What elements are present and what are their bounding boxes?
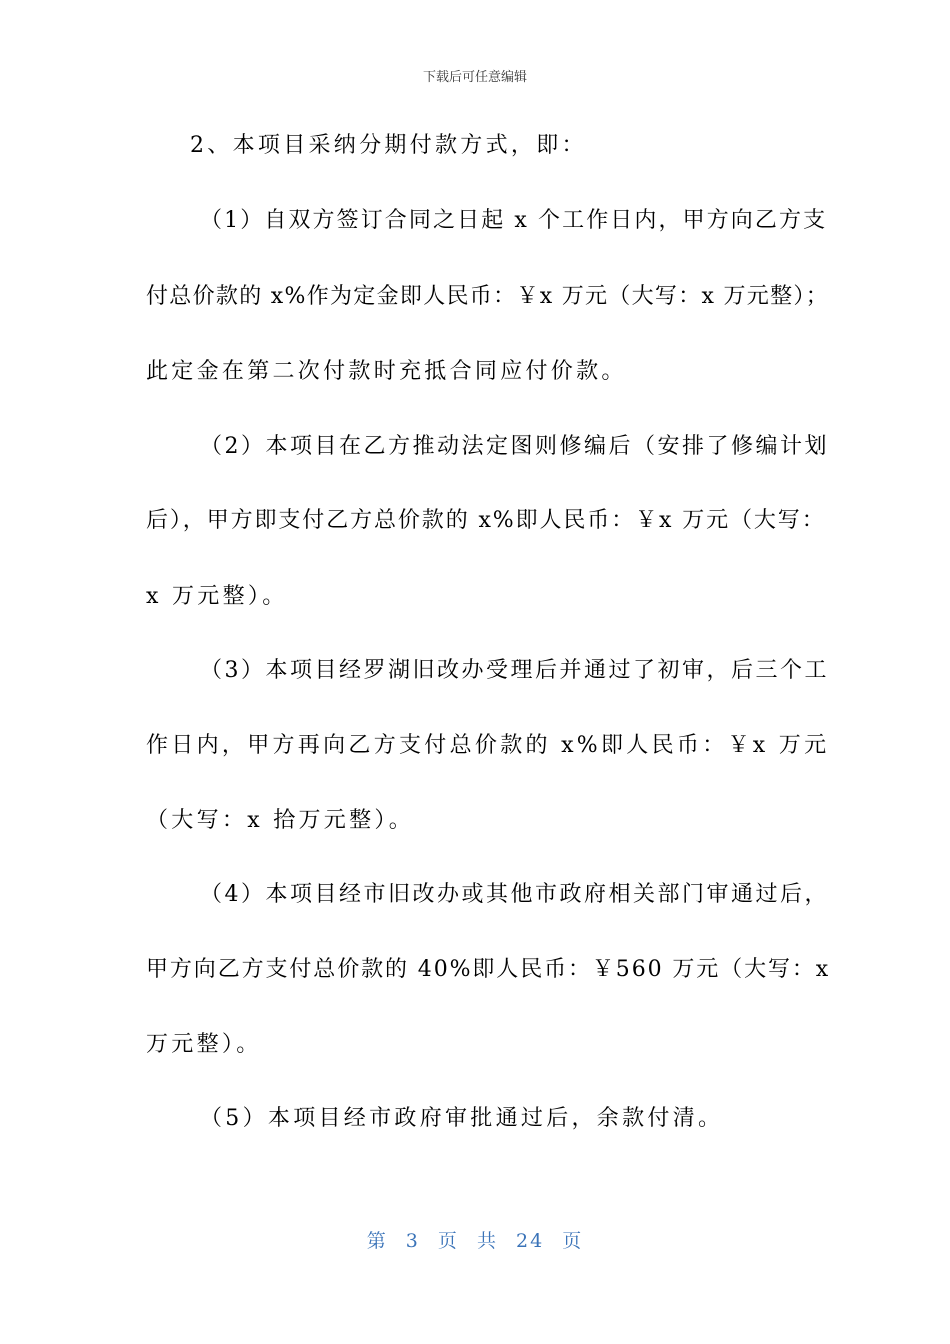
text-line: 此定金在第二次付款时充抵合同应付价款。 bbox=[146, 359, 627, 384]
text-line: x 万元整）。 bbox=[146, 584, 288, 609]
text-line: 后），甲方即支付乙方总价款的 x%即人民币：￥x 万元（大写： bbox=[146, 508, 826, 533]
text-line: （1）自双方签订合同之日起 x 个工作日内，甲方向乙方支 bbox=[200, 208, 828, 233]
text-line: （大写：x 拾万元整）。 bbox=[146, 808, 415, 833]
text-line: （5）本项目经市政府审批通过后，余款付清。 bbox=[200, 1106, 724, 1131]
text-line: （2）本项目在乙方推动法定图则修编后（安排了修编计划 bbox=[200, 434, 829, 459]
text-line: 甲方向乙方支付总价款的 40%即人民币：￥560 万元（大写：x bbox=[146, 957, 831, 982]
page-number-footer: 第 3 页 共 24 页 bbox=[366, 1230, 584, 1252]
text-line: （3）本项目经罗湖旧改办受理后并通过了初审，后三个工 bbox=[200, 658, 829, 683]
text-line: （4）本项目经市旧改办或其他市政府相关部门审通过后， bbox=[200, 882, 829, 907]
text-line: 作日内，甲方再向乙方支付总价款的 x%即人民币：￥x 万元 bbox=[146, 733, 830, 758]
text-line: 万元整）。 bbox=[146, 1032, 262, 1057]
text-line: 2、本项目采纳分期付款方式，即： bbox=[190, 133, 587, 158]
page-header: 下载后可任意编辑 bbox=[422, 70, 527, 85]
text-line: 付总价款的 x%作为定金即人民币：￥x 万元（大写：x 万元整）； bbox=[146, 284, 830, 309]
